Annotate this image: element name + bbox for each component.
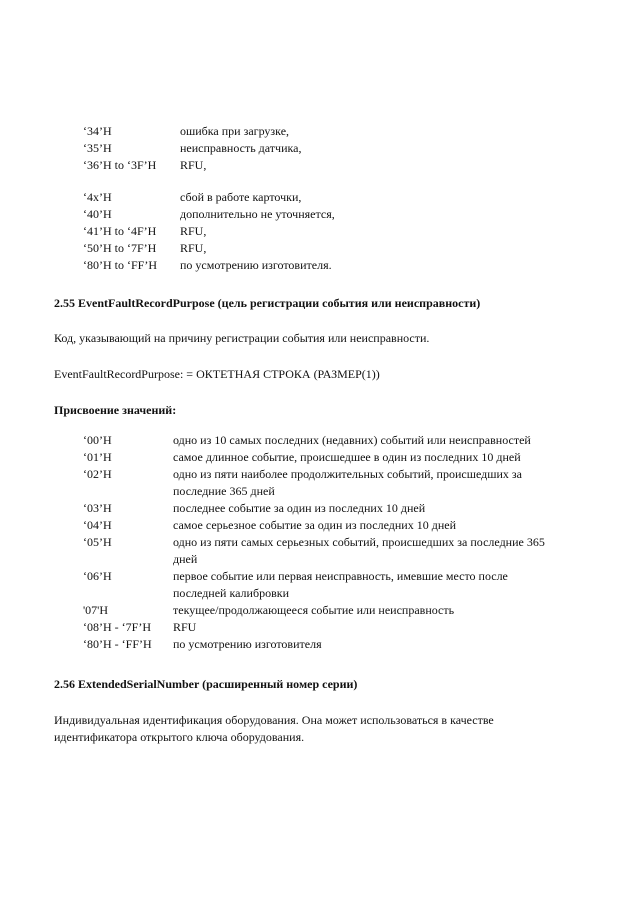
code-value: ‘4x’H <box>83 190 112 204</box>
list-item <box>83 432 553 449</box>
list-item <box>83 257 583 274</box>
list-item <box>83 223 583 240</box>
code-description: самое длинное событие, происшедшее в один из последних 10 дней <box>173 450 521 464</box>
list-item <box>83 206 583 223</box>
list-item <box>83 140 583 157</box>
code-description: первое событие или первая неисправность, имевшие место после последней калибровки <box>173 569 508 600</box>
list-item <box>83 157 583 174</box>
code-value: ‘34’H <box>83 124 112 138</box>
section-heading-2-56: 2.56 ExtendedSerialNumber (расширенный номер серии) <box>54 677 358 691</box>
code-description: сбой в работе карточки, <box>180 190 302 204</box>
list-item <box>83 517 553 534</box>
type-declaration: EventFaultRecordPurpose: = ОКТЕТНАЯ СТРОКА (РАЗМЕР(1)) <box>54 367 380 381</box>
code-description: самое серьезное событие за один из последних 10 дней <box>173 518 456 532</box>
list-gap <box>83 174 583 189</box>
code-description: неисправность датчика, <box>180 141 302 155</box>
list-item <box>83 240 583 257</box>
list-item <box>83 189 583 206</box>
code-description: RFU, <box>180 241 207 255</box>
section-heading-2-55: 2.55 EventFaultRecordPurpose (цель регистрации события или неисправности) <box>54 296 481 310</box>
code-value: ‘41’H to ‘4F’H <box>83 224 157 238</box>
list-item <box>83 619 553 636</box>
code-description: последнее событие за один из последних 10 дней <box>173 501 426 515</box>
code-description: ошибка при загрузке, <box>180 124 290 138</box>
code-description: одно из 10 самых последних (недавних) событий или неисправностей <box>173 433 531 447</box>
code-description: по усмотрению изготовителя. <box>180 258 332 272</box>
code-value: ‘08’H - ‘7F’H <box>83 620 151 634</box>
code-value: ‘02’H <box>83 467 112 481</box>
list-item <box>83 534 553 568</box>
code-value: ‘00’H <box>83 433 112 447</box>
list-item <box>83 449 553 466</box>
code-description: одно из пяти самых серьезных событий, происшедших за последние 365 дней <box>173 535 545 566</box>
section-paragraph: Индивидуальная идентификация оборудования. Она может использоваться в качестве идентификатора открытого ключа оборудования. <box>54 713 494 744</box>
code-value: ‘03’H <box>83 501 112 515</box>
code-description: по усмотрению изготовителя <box>173 637 322 651</box>
code-value: ‘40’H <box>83 207 112 221</box>
list-item <box>83 466 553 500</box>
code-description: дополнительно не уточняется, <box>180 207 335 221</box>
code-value: ‘01’H <box>83 450 112 464</box>
list-item <box>83 636 553 653</box>
code-value: ‘05’H <box>83 535 112 549</box>
code-value: ‘06’H <box>83 569 112 583</box>
code-value: ‘80’H to ‘FF’H <box>83 258 157 272</box>
list-item <box>83 602 553 619</box>
assignment-title: Присвоение значений: <box>54 403 177 417</box>
code-value: ‘35’H <box>83 141 112 155</box>
fault-code-list <box>83 123 583 274</box>
code-value: '07'H <box>83 603 108 617</box>
code-value: ‘80’H - ‘FF’H <box>83 637 152 651</box>
code-description: одно из пяти наиболее продолжительных событий, происшедших за последние 365 дней <box>173 467 522 498</box>
list-item <box>83 123 583 140</box>
purpose-value-list <box>83 432 553 653</box>
code-value: ‘04’H <box>83 518 112 532</box>
code-description: текущее/продолжающееся событие или неисправность <box>173 603 455 617</box>
list-item <box>83 500 553 517</box>
code-description: RFU, <box>180 158 207 172</box>
section-paragraph: Код, указывающий на причину регистрации события или неисправности. <box>54 331 430 345</box>
code-description: RFU, <box>180 224 207 238</box>
list-item <box>83 568 553 602</box>
code-value: ‘36’H to ‘3F’H <box>83 158 157 172</box>
code-description: RFU <box>173 620 197 634</box>
code-value: ‘50’H to ‘7F’H <box>83 241 157 255</box>
